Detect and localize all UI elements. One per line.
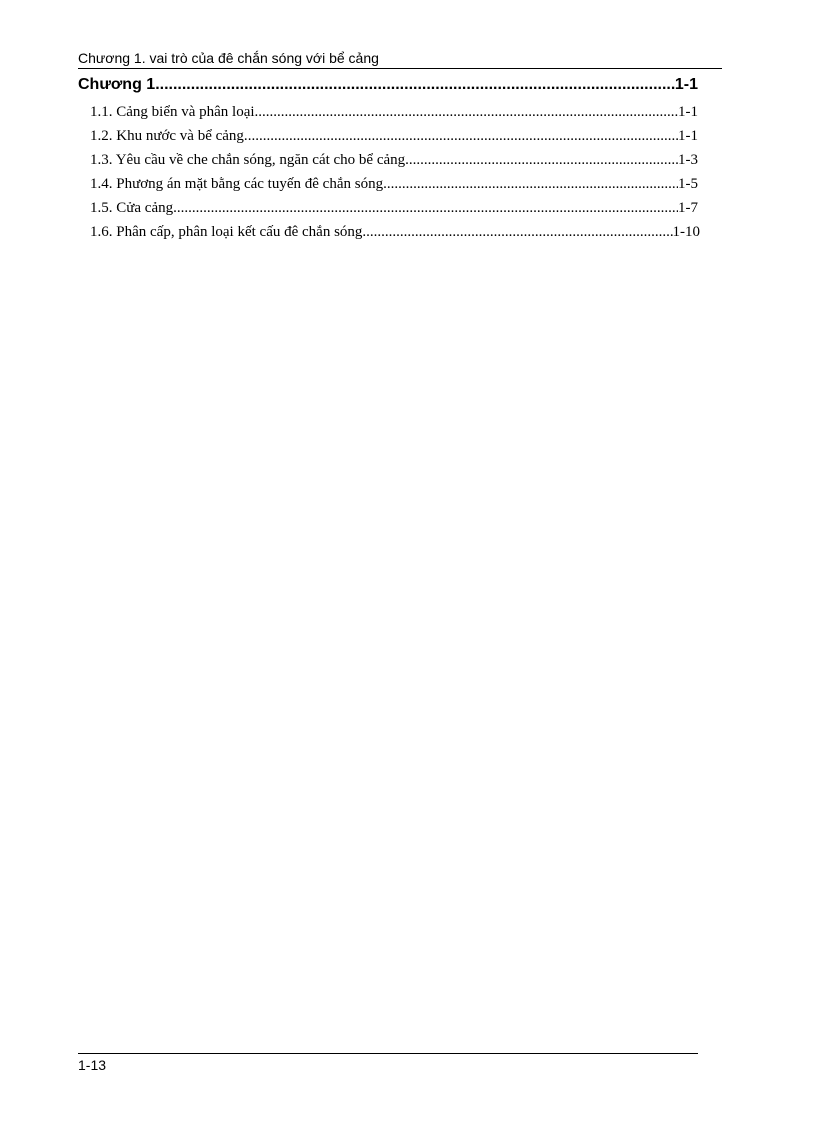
toc-section-page: 1-7 (678, 200, 698, 216)
toc-dot-leader (383, 172, 678, 196)
page-number: 1-13 (78, 1057, 107, 1073)
toc-dot-leader (155, 73, 675, 97)
toc-section-page: 1-5 (678, 176, 698, 192)
toc-section-title: 1.4. Phương án mặt bằng các tuyến đê chắn sóng (90, 176, 384, 192)
footer-divider (78, 1053, 698, 1054)
toc-dot-leader (405, 148, 678, 172)
toc-dot-leader (177, 196, 678, 220)
toc-section-entry[interactable] (78, 172, 698, 196)
toc-dot-leader (258, 100, 678, 124)
toc-section-entry[interactable] (78, 220, 700, 244)
table-of-contents (78, 73, 698, 244)
toc-section-page: 1-1 (678, 104, 698, 120)
header-divider (78, 68, 722, 69)
toc-section-title: 1.1. Cảng biển và phân loại. (90, 104, 259, 120)
toc-section-page: 1-10 (672, 224, 700, 240)
toc-section-page: 1-1 (678, 128, 698, 144)
toc-section-entry[interactable] (78, 148, 698, 172)
toc-section-entry[interactable] (78, 196, 698, 220)
toc-section-page: 1-3 (678, 152, 698, 168)
toc-section-title: 1.2. Khu nước và bể cảng. (90, 128, 248, 144)
toc-chapter-title: Chương 1 (78, 76, 156, 93)
toc-section-entry[interactable] (78, 124, 698, 148)
toc-section-title: 1.3. Yêu cầu về che chắn sóng, ngăn cát cho bể cảng (90, 152, 406, 168)
running-header: Chương 1. vai trò của đê chắn sóng với bể cảng (78, 50, 379, 66)
toc-section-title: 1.5. Cửa cảng. (90, 200, 177, 216)
toc-chapter-page: 1-1 (674, 76, 698, 93)
toc-section-title: 1.6. Phân cấp, phân loại kết cấu đê chắn sóng. (90, 224, 367, 240)
toc-dot-leader (248, 124, 678, 148)
toc-dot-leader (366, 220, 672, 244)
toc-section-entry[interactable] (78, 100, 698, 124)
toc-chapter-entry[interactable] (78, 73, 698, 97)
